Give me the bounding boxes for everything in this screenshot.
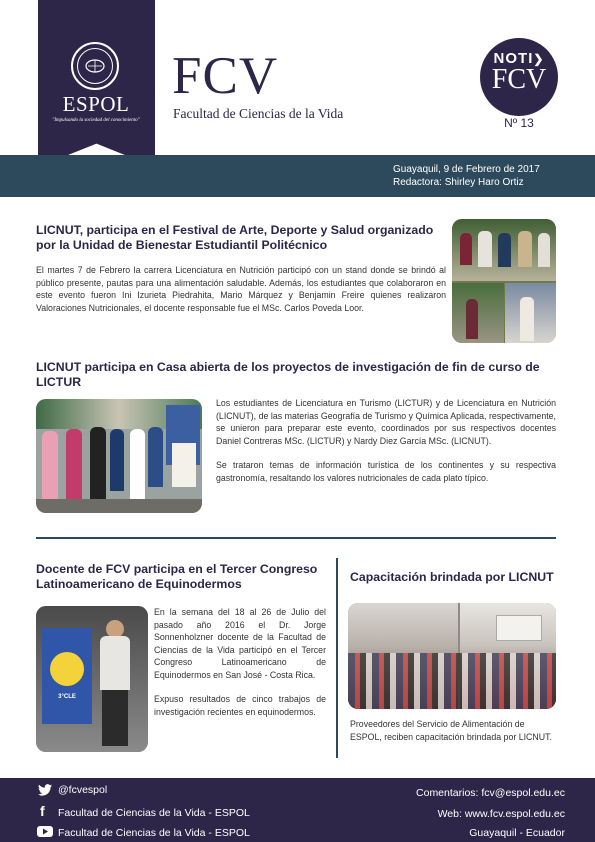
article1-heading [36,223,446,253]
article3-photo [36,606,148,752]
article2-heading [36,360,556,390]
article4-heading [350,570,560,585]
footer-comments[interactable]: Comentarios: fcv@espol.edu.ec [416,787,565,799]
page-subtitle: Facultad de Ciencias de la Vida [173,106,344,121]
twitter-icon[interactable] [38,784,52,796]
article3-heading [36,562,332,592]
notifcv-badge-bottom: FCV [491,64,547,95]
footer-web[interactable]: Web: www.fcv.espol.edu.ec [437,808,565,820]
article2-title: LICNUT participa en Casa abierta de los proyectos de investigación de fin de curso de LICTUR [36,360,540,389]
article1-body: El martes 7 de Febrero la carrera Licenciatura en Nutrición participó con un stand donde se brindó al público presente, pautas para una alimentación saludable. Además, los estudiantes que colaboraron en este evento fueron Ini Izurieta Piedrahita, Mario Márquez y Benjamin Freire quienes realizaron Valoraciones Nutricionales, el docente responsable fue el MSc. Carlos Poveda Loor. [36,265,446,313]
espol-tagline: "Impulsando la sociedad del conocimiento" [52,118,140,123]
page-title: FCV [172,47,279,105]
article2-text [216,397,556,484]
poster-label: 3°CLE [58,694,76,700]
facebook-icon[interactable]: f [40,803,45,819]
footer-facebook[interactable]: Facultad de Ciencias de la Vida - ESPOL [58,807,250,819]
article3-text [154,606,326,718]
article3-body-2: Expuso resultados de cinco trabajos de investigación recientes en equinodermos. [154,694,326,717]
issue-number: Nº 13 [504,116,534,130]
author-line: Redactora: Shirley Haro Ortiz [393,177,524,188]
column-divider [336,558,338,758]
notifcv-badge-top-text: NOTI [493,50,534,67]
article4-photo [348,603,556,709]
article2-photo [36,399,202,513]
article3-title: Docente de FCV participa en el Tercer Congreso Latinoamericano de Equinodermos [36,562,318,591]
article1-title: LICNUT, participa en el Festival de Arte, Deporte y Salud organizado por la Unidad de Bienestar Estudiantil Politécnico [36,223,434,252]
youtube-icon[interactable] [37,826,53,837]
article4-caption: Proveedores del Servicio de Alimentación de ESPOL, reciben capacitación brindada por LICNUT. [350,719,552,742]
article3-body-1: En la semana del 18 al 26 de Julio del pasado año 2016 el Dr. Jorge Sonnenholzner docente de la Facultad de Ciencias de la Vida participó en el Tercer Congreso Latinoamericano de Equinodermos en San José - Costa Rica. [154,607,326,680]
date-line: Guayaquil, 9 de Febrero de 2017 [393,164,540,175]
footer-city: Guayaquil - Ecuador [469,827,565,839]
article4-title: Capacitación brindada por LICNUT [350,570,554,584]
turtle-icon [83,56,107,76]
article2-body-2: Se trataron temas de información turística de los continentes y su respectiva gastronomía, resaltando los valores nutricionales de cada plato típico. [216,460,556,483]
espol-logo-word: ESPOL [62,92,130,116]
article2-body-1: Los estudiantes de Licenciatura en Turismo (LICTUR) y de Licenciatura en Nutrición (LICNUT), de las materias Geografía de Turismo y Química Aplicada, respectivamente, se unieron para preparar este evento, coordinados por sus respectivos docentes Daniel Contreras MSc. (LICTUR) y Nardy Diez García MSc. (LICNUT). [216,398,556,446]
footer-twitter[interactable]: @fcvespol [58,784,108,796]
footer-youtube[interactable]: Facultad de Ciencias de la Vida - ESPOL [58,827,250,839]
arrow-right-icon: ❯ [533,52,545,66]
section-divider [36,537,556,539]
date-band-text [393,163,540,189]
article1-photo [452,219,556,343]
